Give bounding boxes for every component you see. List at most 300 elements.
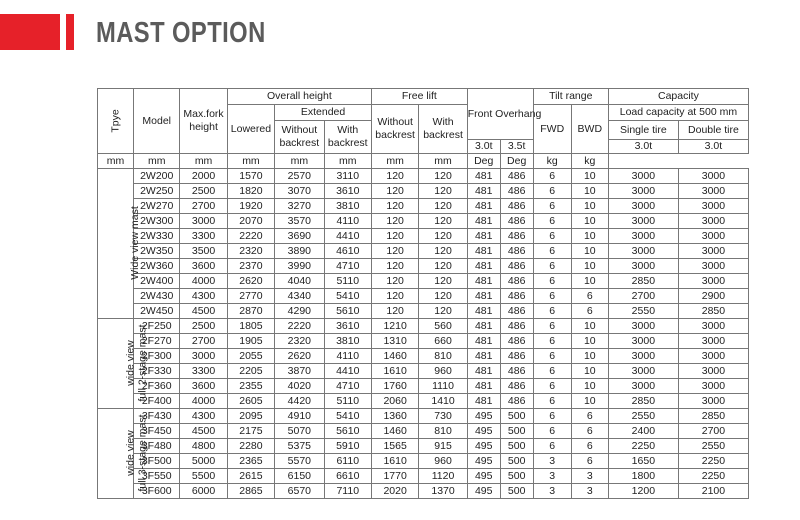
value-cell: 10 xyxy=(571,199,608,214)
model-cell: 3F550 xyxy=(134,469,180,484)
value-cell: 481 xyxy=(467,214,500,229)
value-cell: 10 xyxy=(571,244,608,259)
value-cell: 6 xyxy=(571,289,608,304)
value-cell: 2365 xyxy=(227,454,274,469)
unit-cell: Deg xyxy=(500,154,533,169)
value-cell: 1920 xyxy=(227,199,274,214)
value-cell: 4500 xyxy=(180,424,227,439)
value-cell: 3000 xyxy=(678,244,748,259)
value-cell: 120 xyxy=(371,169,418,184)
table-row xyxy=(98,184,749,199)
value-cell: 3000 xyxy=(608,214,678,229)
value-cell: 6610 xyxy=(324,469,371,484)
type-header: Tpye xyxy=(98,89,134,154)
value-cell: 2370 xyxy=(227,259,274,274)
value-cell: 3070 xyxy=(275,184,324,199)
value-cell: 1650 xyxy=(608,454,678,469)
value-cell: 3000 xyxy=(180,349,227,364)
value-cell: 6110 xyxy=(324,454,371,469)
value-cell: 3300 xyxy=(180,229,227,244)
value-cell: 481 xyxy=(467,184,500,199)
value-cell: 2550 xyxy=(608,304,678,319)
model-cell: 2W270 xyxy=(134,199,180,214)
value-cell: 1805 xyxy=(227,319,274,334)
value-cell: 6 xyxy=(571,424,608,439)
extended-without-backrest-header: Without backrest xyxy=(275,121,324,154)
unit-cell: mm xyxy=(275,154,324,169)
value-cell: 730 xyxy=(419,409,467,424)
value-cell: 495 xyxy=(467,439,500,454)
value-cell: 481 xyxy=(467,199,500,214)
table-row xyxy=(98,289,749,304)
value-cell: 3610 xyxy=(324,184,371,199)
value-cell: 3000 xyxy=(608,364,678,379)
value-cell: 6 xyxy=(533,229,571,244)
value-cell: 2500 xyxy=(180,184,227,199)
value-cell: 2060 xyxy=(371,394,418,409)
value-cell: 3610 xyxy=(324,319,371,334)
value-cell: 3000 xyxy=(678,184,748,199)
value-cell: 4040 xyxy=(275,274,324,289)
value-cell: 6000 xyxy=(180,484,227,499)
model-cell: 2W200 xyxy=(134,169,180,184)
table-row xyxy=(98,214,749,229)
value-cell: 5610 xyxy=(324,304,371,319)
value-cell: 10 xyxy=(571,334,608,349)
value-cell: 486 xyxy=(500,169,533,184)
value-cell: 10 xyxy=(571,319,608,334)
value-cell: 10 xyxy=(571,169,608,184)
value-cell: 1760 xyxy=(371,379,418,394)
value-cell: 3690 xyxy=(275,229,324,244)
value-cell: 120 xyxy=(419,229,467,244)
value-cell: 3000 xyxy=(608,229,678,244)
value-cell: 495 xyxy=(467,454,500,469)
value-cell: 3570 xyxy=(275,214,324,229)
table-row xyxy=(98,244,749,259)
value-cell: 120 xyxy=(371,199,418,214)
value-cell: 120 xyxy=(371,274,418,289)
value-cell: 810 xyxy=(419,424,467,439)
value-cell: 3 xyxy=(571,484,608,499)
value-cell: 481 xyxy=(467,394,500,409)
value-cell: 120 xyxy=(371,184,418,199)
value-cell: 1610 xyxy=(371,364,418,379)
extended-header: Extended xyxy=(275,105,372,121)
value-cell: 4300 xyxy=(180,289,227,304)
model-cell: 2F400 xyxy=(134,394,180,409)
value-cell: 2700 xyxy=(678,424,748,439)
value-cell: 6150 xyxy=(275,469,324,484)
value-cell: 2850 xyxy=(608,394,678,409)
value-cell: 481 xyxy=(467,229,500,244)
double-tire-header: Double tire xyxy=(678,121,748,140)
value-cell: 120 xyxy=(419,214,467,229)
value-cell: 486 xyxy=(500,289,533,304)
value-cell: 6 xyxy=(533,409,571,424)
value-cell: 2700 xyxy=(608,289,678,304)
value-cell: 10 xyxy=(571,184,608,199)
unit-cell: kg xyxy=(571,154,608,169)
model-cell: 3F500 xyxy=(134,454,180,469)
value-cell: 10 xyxy=(571,229,608,244)
value-cell: 2020 xyxy=(371,484,418,499)
overall-height-header: Overall height xyxy=(227,89,371,105)
model-cell: 3F430 xyxy=(134,409,180,424)
value-cell: 481 xyxy=(467,334,500,349)
value-cell: 2550 xyxy=(608,409,678,424)
value-cell: 1360 xyxy=(371,409,418,424)
value-cell: 120 xyxy=(419,169,467,184)
value-cell: 486 xyxy=(500,394,533,409)
value-cell: 3000 xyxy=(608,169,678,184)
value-cell: 481 xyxy=(467,274,500,289)
value-cell: 3000 xyxy=(608,244,678,259)
value-cell: 5070 xyxy=(275,424,324,439)
value-cell: 5110 xyxy=(324,274,371,289)
value-cell: 3990 xyxy=(275,259,324,274)
table-row xyxy=(98,304,749,319)
value-cell: 3810 xyxy=(324,199,371,214)
value-cell: 6 xyxy=(571,454,608,469)
unit-cell: mm xyxy=(134,154,180,169)
value-cell: 4710 xyxy=(324,379,371,394)
value-cell: 6 xyxy=(533,274,571,289)
table-row xyxy=(98,334,749,349)
value-cell: 3000 xyxy=(678,394,748,409)
table-row xyxy=(98,259,749,274)
value-cell: 4800 xyxy=(180,439,227,454)
value-cell: 2320 xyxy=(275,334,324,349)
value-cell: 120 xyxy=(419,304,467,319)
model-cell: 2W330 xyxy=(134,229,180,244)
page-title: MAST OPTION xyxy=(96,17,266,49)
value-cell: 5500 xyxy=(180,469,227,484)
value-cell: 660 xyxy=(419,334,467,349)
value-cell: 481 xyxy=(467,289,500,304)
value-cell: 3810 xyxy=(324,334,371,349)
value-cell: 2055 xyxy=(227,349,274,364)
value-cell: 500 xyxy=(500,469,533,484)
value-cell: 4110 xyxy=(324,349,371,364)
table-row xyxy=(98,229,749,244)
value-cell: 2500 xyxy=(180,319,227,334)
value-cell: 486 xyxy=(500,229,533,244)
bwd-header: BWD xyxy=(571,105,608,154)
value-cell: 1310 xyxy=(371,334,418,349)
value-cell: 2850 xyxy=(608,274,678,289)
value-cell: 120 xyxy=(419,274,467,289)
model-cell: 2W450 xyxy=(134,304,180,319)
table-row xyxy=(98,379,749,394)
value-cell: 2620 xyxy=(275,349,324,364)
value-cell: 120 xyxy=(371,229,418,244)
value-cell: 2250 xyxy=(678,469,748,484)
value-cell: 500 xyxy=(500,424,533,439)
value-cell: 2615 xyxy=(227,469,274,484)
value-cell: 3000 xyxy=(678,214,748,229)
model-cell: 2F330 xyxy=(134,364,180,379)
value-cell: 120 xyxy=(419,259,467,274)
double-tire-3-0t-header: 3.0t xyxy=(678,140,748,154)
value-cell: 2900 xyxy=(678,289,748,304)
value-cell: 2850 xyxy=(678,409,748,424)
value-cell: 2100 xyxy=(678,484,748,499)
value-cell: 486 xyxy=(500,274,533,289)
value-cell: 120 xyxy=(419,199,467,214)
value-cell: 4410 xyxy=(324,364,371,379)
value-cell: 2700 xyxy=(180,199,227,214)
value-cell: 6 xyxy=(533,289,571,304)
model-cell: 2W400 xyxy=(134,274,180,289)
value-cell: 2570 xyxy=(275,169,324,184)
unit-cell: mm xyxy=(180,154,227,169)
value-cell: 5570 xyxy=(275,454,324,469)
value-cell: 2770 xyxy=(227,289,274,304)
model-cell: 2W350 xyxy=(134,244,180,259)
value-cell: 481 xyxy=(467,259,500,274)
load-capacity-header: Load capacity at 500 mm xyxy=(608,105,748,121)
value-cell: 486 xyxy=(500,199,533,214)
brand-red-bar xyxy=(66,14,74,50)
value-cell: 4110 xyxy=(324,214,371,229)
model-header: Model xyxy=(134,89,180,154)
table-row xyxy=(98,454,749,469)
value-cell: 6 xyxy=(533,304,571,319)
value-cell: 5610 xyxy=(324,424,371,439)
value-cell: 10 xyxy=(571,259,608,274)
extended-with-backrest-header: With backrest xyxy=(324,121,371,154)
unit-cell: mm xyxy=(227,154,274,169)
model-cell: 2F360 xyxy=(134,379,180,394)
value-cell: 495 xyxy=(467,409,500,424)
model-cell: 2F250 xyxy=(134,319,180,334)
unit-cell: Deg xyxy=(467,154,500,169)
value-cell: 560 xyxy=(419,319,467,334)
value-cell: 6 xyxy=(533,394,571,409)
value-cell: 3500 xyxy=(180,244,227,259)
unit-cell: mm xyxy=(324,154,371,169)
value-cell: 2605 xyxy=(227,394,274,409)
value-cell: 5910 xyxy=(324,439,371,454)
value-cell: 3000 xyxy=(678,334,748,349)
value-cell: 3270 xyxy=(275,199,324,214)
value-cell: 6 xyxy=(533,214,571,229)
value-cell: 2700 xyxy=(180,334,227,349)
max-fork-height-header: Max.fork height xyxy=(180,89,227,154)
units-row xyxy=(98,154,749,169)
value-cell: 3 xyxy=(533,469,571,484)
model-cell: 2F270 xyxy=(134,334,180,349)
value-cell: 1905 xyxy=(227,334,274,349)
model-cell: 3F600 xyxy=(134,484,180,499)
value-cell: 486 xyxy=(500,364,533,379)
single-tire-3-0t-header: 3.0t xyxy=(608,140,678,154)
model-cell: 2F300 xyxy=(134,349,180,364)
value-cell: 4910 xyxy=(275,409,324,424)
value-cell: 1370 xyxy=(419,484,467,499)
model-cell: 2W360 xyxy=(134,259,180,274)
free-lift-without-backrest-header: Without backrest xyxy=(371,105,418,154)
value-cell: 486 xyxy=(500,334,533,349)
unit-cell: mm xyxy=(419,154,467,169)
value-cell: 10 xyxy=(571,379,608,394)
value-cell: 6 xyxy=(533,334,571,349)
value-cell: 6 xyxy=(533,169,571,184)
overhang-3-0t-header: 3.0t xyxy=(467,140,500,154)
value-cell: 3000 xyxy=(678,274,748,289)
value-cell: 481 xyxy=(467,169,500,184)
value-cell: 3600 xyxy=(180,259,227,274)
value-cell: 120 xyxy=(371,289,418,304)
value-cell: 4300 xyxy=(180,409,227,424)
value-cell: 6 xyxy=(571,304,608,319)
model-cell: 2W250 xyxy=(134,184,180,199)
value-cell: 3000 xyxy=(608,184,678,199)
value-cell: 2865 xyxy=(227,484,274,499)
value-cell: 3000 xyxy=(678,349,748,364)
unit-cell: mm xyxy=(98,154,134,169)
value-cell: 1460 xyxy=(371,349,418,364)
value-cell: 3 xyxy=(533,454,571,469)
value-cell: 1565 xyxy=(371,439,418,454)
value-cell: 120 xyxy=(371,244,418,259)
value-cell: 3870 xyxy=(275,364,324,379)
value-cell: 486 xyxy=(500,304,533,319)
value-cell: 2355 xyxy=(227,379,274,394)
value-cell: 1770 xyxy=(371,469,418,484)
value-cell: 3000 xyxy=(608,199,678,214)
value-cell: 3000 xyxy=(678,229,748,244)
value-cell: 481 xyxy=(467,304,500,319)
value-cell: 6 xyxy=(533,424,571,439)
mast-type-label: Wide view mast xyxy=(98,169,134,319)
value-cell: 3000 xyxy=(180,214,227,229)
value-cell: 10 xyxy=(571,214,608,229)
unit-cell: kg xyxy=(533,154,571,169)
value-cell: 3300 xyxy=(180,364,227,379)
value-cell: 2000 xyxy=(180,169,227,184)
value-cell: 3000 xyxy=(608,259,678,274)
value-cell: 5410 xyxy=(324,409,371,424)
mast-option-table xyxy=(97,88,749,499)
value-cell: 4710 xyxy=(324,259,371,274)
table-row xyxy=(98,274,749,289)
value-cell: 2280 xyxy=(227,439,274,454)
value-cell: 3890 xyxy=(275,244,324,259)
value-cell: 481 xyxy=(467,349,500,364)
overhang-3-5t-header: 3.5t xyxy=(500,140,533,154)
value-cell: 4500 xyxy=(180,304,227,319)
value-cell: 3110 xyxy=(324,169,371,184)
value-cell: 500 xyxy=(500,439,533,454)
value-cell: 2070 xyxy=(227,214,274,229)
mast-type-label: wide view full 2-stage mast xyxy=(98,319,134,409)
value-cell: 4420 xyxy=(275,394,324,409)
value-cell: 486 xyxy=(500,184,533,199)
value-cell: 915 xyxy=(419,439,467,454)
value-cell: 500 xyxy=(500,484,533,499)
table-row xyxy=(98,364,749,379)
value-cell: 1210 xyxy=(371,319,418,334)
table-row xyxy=(98,439,749,454)
value-cell: 3000 xyxy=(608,349,678,364)
value-cell: 810 xyxy=(419,349,467,364)
fwd-header: FWD xyxy=(533,105,571,154)
value-cell: 3000 xyxy=(678,364,748,379)
value-cell: 2400 xyxy=(608,424,678,439)
value-cell: 4340 xyxy=(275,289,324,304)
value-cell: 10 xyxy=(571,274,608,289)
value-cell: 5375 xyxy=(275,439,324,454)
value-cell: 486 xyxy=(500,244,533,259)
value-cell: 6 xyxy=(533,184,571,199)
value-cell: 481 xyxy=(467,244,500,259)
model-cell: 3F450 xyxy=(134,424,180,439)
value-cell: 481 xyxy=(467,364,500,379)
value-cell: 3 xyxy=(571,469,608,484)
model-cell: 2W430 xyxy=(134,289,180,304)
value-cell: 3000 xyxy=(608,334,678,349)
value-cell: 481 xyxy=(467,379,500,394)
value-cell: 4610 xyxy=(324,244,371,259)
value-cell: 3000 xyxy=(608,379,678,394)
value-cell: 6 xyxy=(533,379,571,394)
value-cell: 960 xyxy=(419,364,467,379)
table-row xyxy=(98,319,749,334)
mast-type-label: wide view full 3-stage mast xyxy=(98,409,134,499)
value-cell: 486 xyxy=(500,319,533,334)
value-cell: 4020 xyxy=(275,379,324,394)
capacity-header: Capacity xyxy=(608,89,748,105)
value-cell: 3000 xyxy=(678,259,748,274)
table-row xyxy=(98,409,749,424)
value-cell: 1570 xyxy=(227,169,274,184)
value-cell: 495 xyxy=(467,424,500,439)
value-cell: 4000 xyxy=(180,394,227,409)
value-cell: 2220 xyxy=(227,229,274,244)
value-cell: 6 xyxy=(571,409,608,424)
model-cell: 3F480 xyxy=(134,439,180,454)
value-cell: 1110 xyxy=(419,379,467,394)
value-cell: 481 xyxy=(467,319,500,334)
value-cell: 6 xyxy=(533,349,571,364)
tilt-range-header: Tilt range xyxy=(533,89,608,105)
value-cell: 3 xyxy=(533,484,571,499)
value-cell: 1460 xyxy=(371,424,418,439)
value-cell: 6 xyxy=(533,319,571,334)
value-cell: 486 xyxy=(500,379,533,394)
unit-cell: mm xyxy=(371,154,418,169)
free-lift-header: Free lift xyxy=(371,89,467,105)
value-cell: 10 xyxy=(571,349,608,364)
value-cell: 5110 xyxy=(324,394,371,409)
value-cell: 2870 xyxy=(227,304,274,319)
value-cell: 1200 xyxy=(608,484,678,499)
value-cell: 1410 xyxy=(419,394,467,409)
value-cell: 3000 xyxy=(678,199,748,214)
value-cell: 3000 xyxy=(678,319,748,334)
value-cell: 486 xyxy=(500,214,533,229)
table-row xyxy=(98,484,749,499)
value-cell: 2320 xyxy=(227,244,274,259)
table-row xyxy=(98,394,749,409)
value-cell: 2175 xyxy=(227,424,274,439)
value-cell: 4290 xyxy=(275,304,324,319)
value-cell: 4000 xyxy=(180,274,227,289)
value-cell: 4410 xyxy=(324,229,371,244)
value-cell: 6 xyxy=(571,439,608,454)
